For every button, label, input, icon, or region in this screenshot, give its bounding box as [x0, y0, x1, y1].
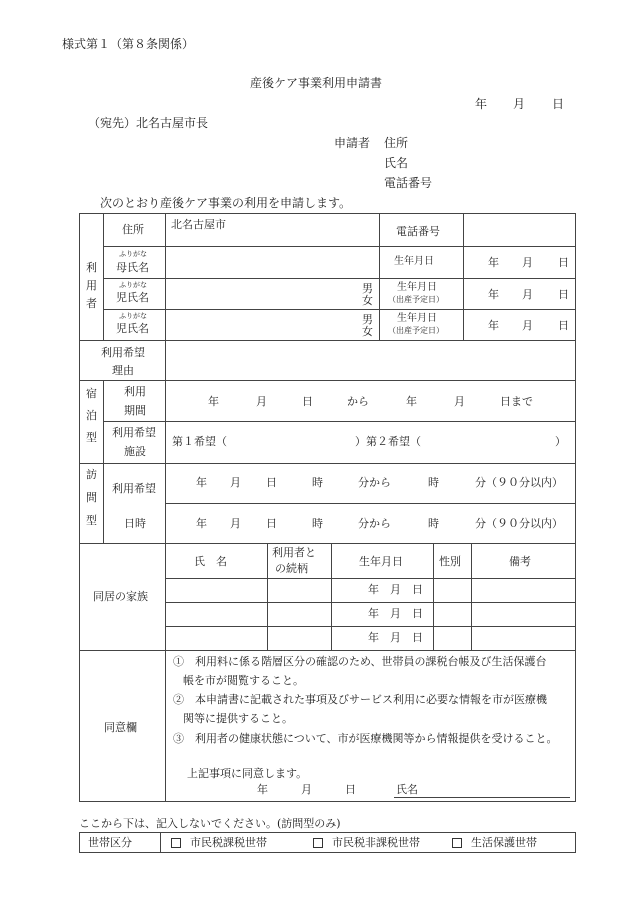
mother-year: 年: [488, 256, 499, 269]
stay-vlabel-3: 型: [86, 431, 97, 444]
applicant-label: 申請者: [334, 136, 371, 150]
user-vlabel-2: 用: [86, 279, 97, 292]
date-day: 日: [552, 97, 565, 111]
visit2-year: 年: [196, 517, 207, 530]
visit2-min-within: 分（９０分以内）: [475, 517, 563, 530]
consent-year: 年: [257, 783, 268, 796]
consent-label: 同意欄: [104, 721, 137, 734]
stay-period-label-1: 利用: [124, 385, 146, 398]
family-label: 同居の家族: [93, 590, 148, 603]
stay-start-day: 日: [302, 395, 313, 408]
visit-vlabel-1: 訪: [86, 468, 97, 481]
form-number: 様式第１（第８条関係）: [62, 37, 195, 51]
consent-agree: 上記事項に同意します。: [187, 767, 308, 780]
reason-label-1: 利用希望: [101, 346, 145, 359]
visit1-hour: 時: [312, 476, 323, 489]
family-col-note: 備考: [509, 555, 531, 568]
child2-name-label: 児氏名: [116, 322, 149, 335]
family-col-relation-1: 利用者と: [272, 546, 316, 559]
child2-day: 日: [558, 319, 569, 332]
child1-male[interactable]: 男: [362, 282, 373, 295]
child1-year: 年: [488, 288, 499, 301]
stay-period-label-2: 期間: [124, 404, 146, 417]
date-year: 年: [475, 97, 488, 111]
child1-birth-expected: （出産予定日）: [388, 295, 444, 304]
checkbox-icon: [452, 838, 462, 848]
user-address-label: 住所: [122, 223, 144, 236]
visit1-month: 月: [230, 476, 241, 489]
child2-year: 年: [488, 319, 499, 332]
visit1-min-within: 分（９０分以内）: [475, 476, 563, 489]
family-row1-birth[interactable]: 年 月 日: [368, 583, 423, 596]
stay-choice-2: ）第２希望（: [355, 435, 421, 448]
stay-start-month: 月: [256, 395, 267, 408]
consent-item-2b: 関等に提供すること。: [183, 712, 293, 725]
checkbox-icon: [171, 838, 181, 848]
visit-vlabel-2: 問: [86, 491, 97, 504]
consent-item-1b: 帳を市が閲覧すること。: [183, 674, 304, 687]
stay-end-month: 月: [454, 395, 465, 408]
visit2-hour: 時: [312, 517, 323, 530]
visit2-month: 月: [230, 517, 241, 530]
consent-signature-line[interactable]: [394, 797, 570, 798]
applicant-phone-label: 電話番号: [384, 176, 433, 190]
family-row2-birth[interactable]: 年 月 日: [368, 607, 423, 620]
visit2-hour2: 時: [428, 517, 439, 530]
stay-facility-label-2: 施設: [124, 445, 146, 458]
stay-vlabel-2: 泊: [86, 409, 97, 422]
consent-month: 月: [301, 783, 312, 796]
stay-end-year: 年: [406, 395, 417, 408]
visit-label-2: 日時: [124, 517, 146, 530]
child2-birth-expected: （出産予定日）: [388, 326, 444, 335]
visit-label-1: 利用希望: [112, 482, 156, 495]
mother-day: 日: [558, 256, 569, 269]
user-address-value[interactable]: 北名古屋市: [171, 218, 226, 231]
visit2-day: 日: [266, 517, 277, 530]
child2-birth-label: 生年月日: [397, 313, 437, 324]
child2-female[interactable]: 女: [362, 325, 373, 338]
mother-ruby: ふりがな: [119, 250, 147, 258]
consent-item-1a: ① 利用料に係る階層区分の確認のため、世帯員の課税台帳及び生活保護台: [173, 655, 547, 668]
visit1-year: 年: [196, 476, 207, 489]
family-row3-birth[interactable]: 年 月 日: [368, 631, 423, 644]
child1-month: 月: [522, 288, 533, 301]
lead-text: 次のとおり産後ケア事業の利用を申請します。: [100, 196, 352, 210]
child1-female[interactable]: 女: [362, 294, 373, 307]
addressee: （宛先）北名古屋市長: [88, 116, 209, 130]
child1-ruby: ふりがな: [119, 281, 147, 289]
child1-birth-label: 生年月日: [397, 282, 437, 293]
visit1-day: 日: [266, 476, 277, 489]
consent-item-3: ③ 利用者の健康状態について、市が医療機関等から情報提供を受けること。: [173, 732, 558, 745]
family-col-name: 氏 名: [194, 555, 227, 568]
consent-item-2a: ② 本申請書に記載された事項及びサービス利用に必要な情報を市が医療機: [173, 693, 547, 706]
household-option-3-label: 生活保護世帯: [471, 836, 537, 849]
user-vlabel-1: 利: [86, 261, 97, 274]
page-title: 産後ケア事業利用申請書: [250, 76, 383, 90]
user-phone-label: 電話番号: [396, 225, 440, 238]
visit1-hour2: 時: [428, 476, 439, 489]
applicant-name-label: 氏名: [384, 156, 409, 170]
family-col-relation-2: の続柄: [275, 562, 308, 575]
mother-name-label: 母氏名: [116, 261, 149, 274]
stay-until: 日まで: [500, 395, 533, 408]
household-option-3[interactable]: [452, 837, 537, 848]
child1-day: 日: [558, 288, 569, 301]
consent-name-label: 氏名: [396, 783, 418, 796]
child1-name-label: 児氏名: [116, 291, 149, 304]
consent-day: 日: [345, 783, 356, 796]
child2-ruby: ふりがな: [119, 312, 147, 320]
visit-vlabel-3: 型: [86, 514, 97, 527]
household-label: 世帯区分: [88, 836, 132, 849]
child2-month: 月: [522, 319, 533, 332]
visit1-min-from: 分から: [358, 476, 391, 489]
footer-note: ここから下は、記入しないでください。(訪問型のみ): [79, 817, 341, 830]
mother-month: 月: [522, 256, 533, 269]
stay-close-paren: ）: [555, 435, 566, 448]
household-option-1-label: 市民税課税世帯: [190, 836, 267, 849]
stay-from: から: [347, 395, 369, 408]
stay-vlabel-1: 宿: [86, 387, 97, 400]
applicant-address-label: 住所: [384, 136, 409, 150]
checkbox-icon: [313, 838, 323, 848]
date-month: 月: [513, 97, 526, 111]
visit2-min-from: 分から: [358, 517, 391, 530]
child2-male[interactable]: 男: [362, 313, 373, 326]
mother-birth-label: 生年月日: [394, 256, 434, 267]
family-col-birth: 生年月日: [359, 555, 403, 568]
household-option-2[interactable]: [313, 837, 420, 848]
stay-facility-label-1: 利用希望: [112, 426, 156, 439]
family-col-gender: 性別: [439, 555, 461, 568]
stay-start-year: 年: [208, 395, 219, 408]
stay-choice-1: 第１希望（: [172, 435, 227, 448]
reason-label-2: 理由: [112, 364, 134, 377]
household-option-1[interactable]: [171, 837, 267, 848]
household-option-2-label: 市民税非課税世帯: [332, 836, 420, 849]
user-vlabel-3: 者: [86, 297, 97, 310]
